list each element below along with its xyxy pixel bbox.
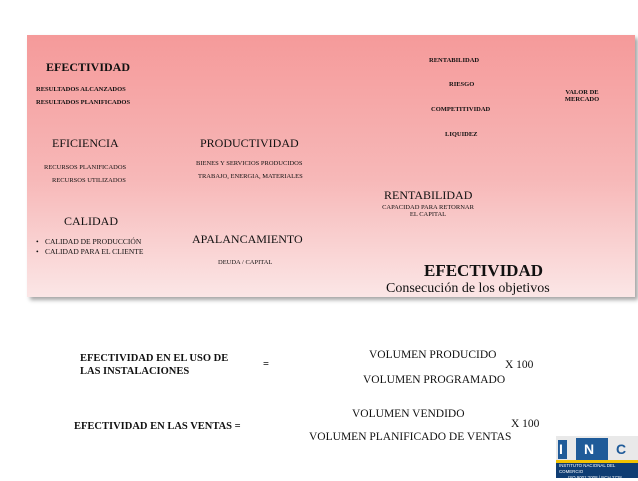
formula-instalaciones-label [80, 352, 228, 378]
logo-glyph-n: N [584, 441, 595, 457]
inc-logo [556, 436, 638, 478]
logo-glyph-i: I [559, 441, 563, 457]
valor-de-mercado-line2: MERCADO [564, 96, 600, 103]
capacidad-label [372, 204, 484, 218]
recursos-utilizados: RECURSOS UTILIZADOS [52, 177, 126, 184]
calidad-list [36, 237, 143, 257]
productividad-heading: PRODUCTIVIDAD [200, 136, 299, 150]
consecucion-subtitle: Consecución de los objetivos [386, 281, 550, 296]
formula-ventas-multiplier: X 100 [511, 418, 540, 430]
riesgo-label: RIESGO [449, 81, 475, 88]
liquidez-label: LIQUIDEZ [445, 131, 478, 138]
formula-instalaciones-label-line1: EFECTIVIDAD EN EL USO DE [80, 353, 229, 364]
formula-instalaciones-equals: = [263, 359, 269, 370]
valor-de-mercado-label [560, 89, 604, 103]
logo-caption-line1: INSTITUTO NACIONAL DEL COMERCIO [559, 463, 616, 474]
rentabilidad-label: RENTABILIDAD [429, 57, 480, 64]
bienes-servicios: BIENES Y SERVICIOS PRODUCIDOS [196, 160, 303, 167]
deuda-capital: DEUDA / CAPITAL [218, 259, 273, 266]
competitividad-label: COMPETITIVIDAD [431, 106, 491, 113]
trabajo-energia: TRABAJO, ENERGIA, MATERIALES [198, 173, 303, 180]
logo-glyph-c: C [616, 441, 627, 457]
calidad-item-cliente: CALIDAD PARA EL CLIENTE [45, 247, 144, 256]
efectividad-summary-heading: EFECTIVIDAD [424, 261, 544, 280]
resultados-planificados: RESULTADOS PLANIFICADOS [36, 99, 131, 106]
bullet-icon: • [36, 247, 39, 256]
logo-caption [556, 463, 638, 478]
formula-instalaciones-denominator: VOLUMEN PROGRAMADO [363, 374, 506, 386]
list-item [36, 237, 143, 247]
recursos-planificados: RECURSOS PLANIFICADOS [44, 164, 127, 171]
list-item [36, 247, 143, 257]
rentabilidad-heading: RENTABILIDAD [384, 188, 473, 202]
formula-instalaciones-label-line2: LAS INSTALACIONES [80, 366, 190, 377]
efectividad-heading: EFECTIVIDAD [46, 60, 131, 74]
formula-ventas-numerator: VOLUMEN VENDIDO [352, 408, 465, 420]
calidad-heading: CALIDAD [64, 214, 118, 228]
resultados-alcanzados: RESULTADOS ALCANZADOS [36, 86, 126, 93]
apalancamiento-heading: APALANCAMIENTO [192, 232, 303, 246]
capacidad-line2: EL CAPITAL [409, 211, 447, 218]
bullet-icon: • [36, 237, 39, 246]
logo-caption-line2: ISO 9001:2008 / NCH 2728 [568, 475, 622, 480]
formula-instalaciones-numerator: VOLUMEN PRODUCIDO [369, 349, 497, 361]
formula-instalaciones-multiplier: X 100 [505, 359, 534, 371]
capacidad-line1: CAPACIDAD PARA RETORNAR [382, 204, 474, 211]
eficiencia-heading: EFICIENCIA [52, 136, 119, 150]
valor-de-mercado-line1: VALOR DE [565, 89, 599, 96]
formula-ventas-label: EFECTIVIDAD EN LAS VENTAS = [74, 421, 241, 432]
formula-ventas-denominator: VOLUMEN PLANIFICADO DE VENTAS [309, 431, 512, 443]
calidad-item-produccion: CALIDAD DE PRODUCCIÓN [45, 237, 142, 246]
